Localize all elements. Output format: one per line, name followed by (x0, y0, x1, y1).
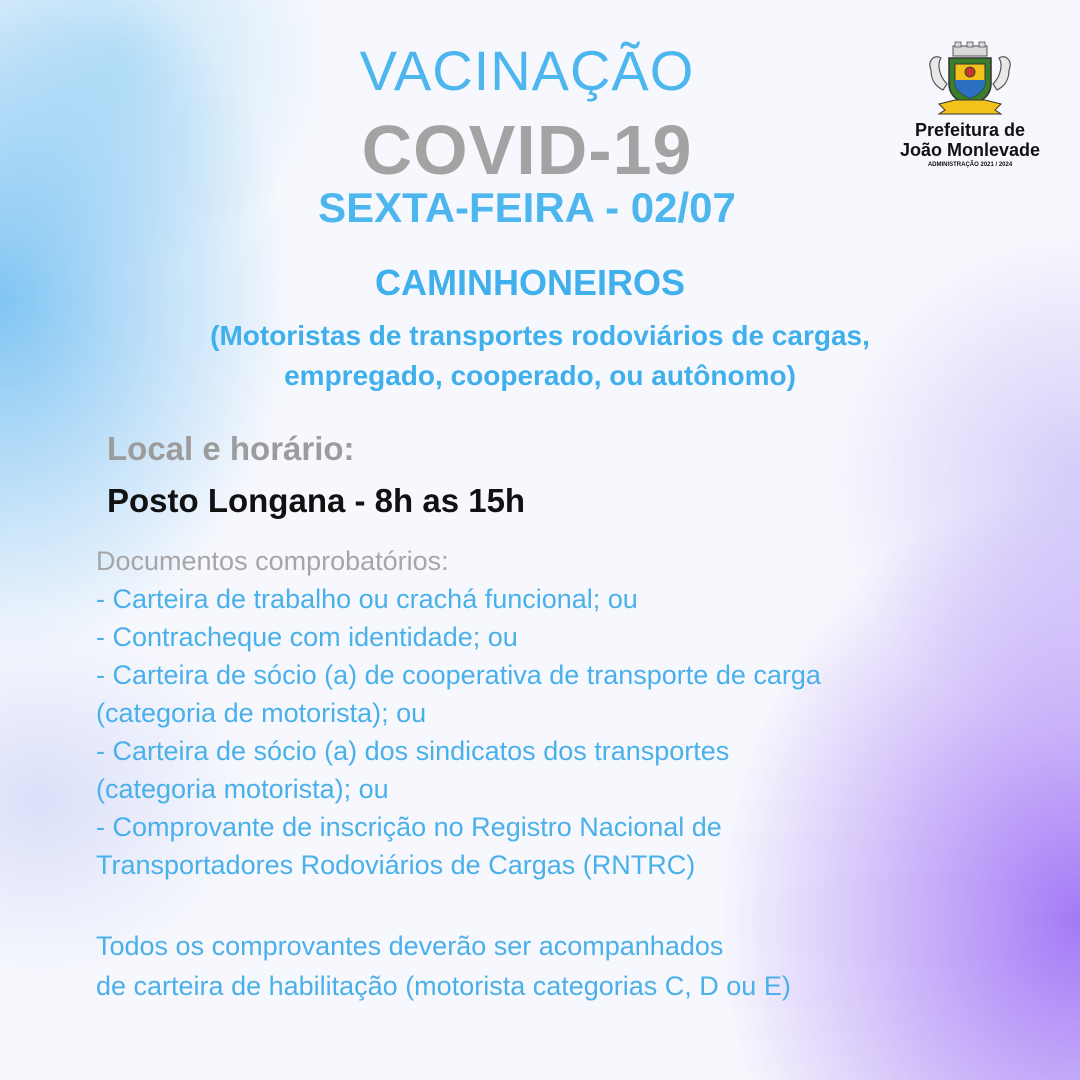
document-item: - Carteira de sócio (a) de cooperativa de transporte de carga (96, 660, 821, 690)
documents-heading: Documentos comprobatórios: (96, 546, 449, 576)
group-description (110, 316, 970, 396)
location-value: Posto Longana - 8h as 15h (107, 482, 526, 519)
covid-title: COVID-19 (361, 111, 693, 189)
vaccination-title: VACINAÇÃO (359, 39, 695, 102)
document-item: - Carteira de trabalho ou crachá funcional; ou (96, 584, 638, 614)
logo-name-line: João Monlevade (899, 140, 1041, 160)
prefeitura-logo (880, 40, 1060, 180)
documents-list (96, 542, 1046, 884)
logo-admin-text: ADMINISTRAÇÃO 2021 / 2024 (927, 162, 1013, 168)
document-item: (categoria motorista); ou (96, 774, 389, 804)
license-note-line: de carteira de habilitação (motorista categorias C, D ou E) (96, 971, 791, 1001)
license-note (96, 926, 1046, 1006)
document-item: - Contracheque com identidade; ou (96, 622, 518, 652)
group-title: CAMINHONEIROS (374, 262, 685, 303)
location-label: Local e horário: (107, 430, 355, 467)
license-note-line: Todos os comprovantes deverão ser acompanhados (96, 931, 724, 961)
group-description-line: empregado, cooperado, ou autônomo) (284, 360, 796, 391)
document-item: (categoria de motorista); ou (96, 698, 427, 728)
document-item: Transportadores Rodoviários de Cargas (RNTRC) (96, 850, 696, 880)
group-description-line: (Motoristas de transportes rodoviários de cargas, (210, 320, 870, 351)
date-title: SEXTA-FEIRA - 02/07 (318, 184, 736, 231)
logo-name-line: Prefeitura de (914, 120, 1026, 140)
coat-of-arms-icon (925, 40, 1015, 118)
document-item: - Carteira de sócio (a) dos sindicatos dos transportes (96, 736, 730, 766)
document-item: - Comprovante de inscrição no Registro Nacional de (96, 812, 722, 842)
